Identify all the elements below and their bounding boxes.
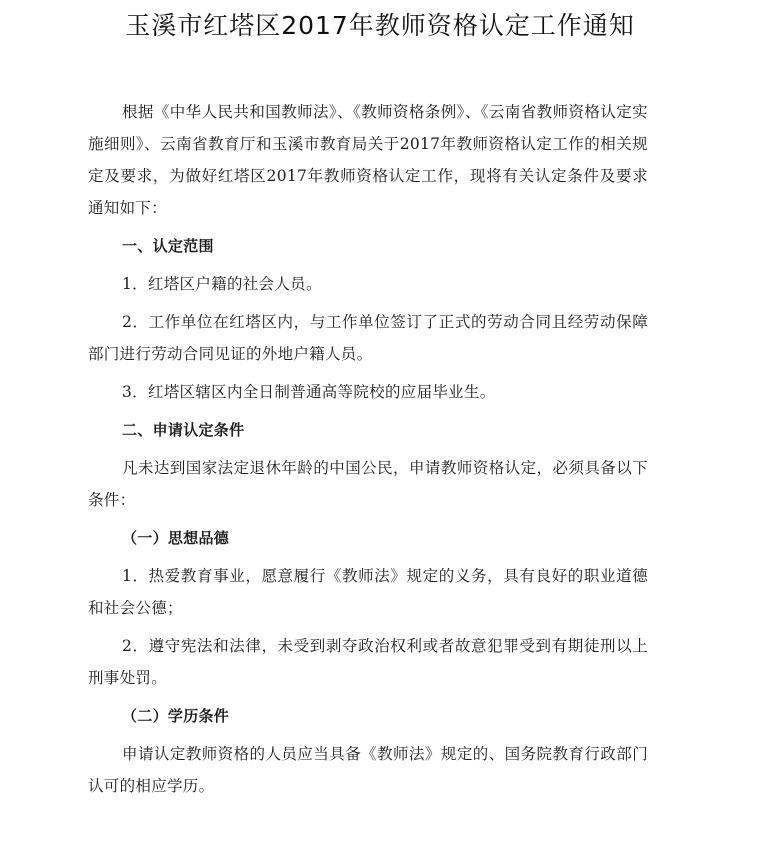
section-1-item-2: 2．工作单位在红塔区内，与工作单位签订了正式的劳动合同且经劳动保障部门进行劳动合同见证的外地户籍人员。 bbox=[88, 313, 648, 363]
subsection-2-heading: （二）学历条件 bbox=[122, 707, 230, 725]
document-body bbox=[88, 96, 648, 802]
section-1-item-3: 3．红塔区辖区内全日制普通高等院校的应届毕业生。 bbox=[122, 383, 496, 401]
section-2-heading: 二、申请认定条件 bbox=[122, 421, 245, 439]
section-2-intro: 凡未达到国家法定退休年龄的中国公民，申请教师资格认定，必须具备以下条件： bbox=[88, 459, 648, 509]
subsection-1-item-2: 2．遵守宪法和法律，未受到剥夺政治权利或者故意犯罪受到有期徒刑以上刑事处罚。 bbox=[88, 637, 648, 687]
section-1-heading: 一、认定范围 bbox=[122, 237, 214, 255]
intro-paragraph: 根据《中华人民共和国教师法》、《教师资格条例》、《云南省教师资格认定实施细则》、云南省教育厅和玉溪市教育局关于2017年教师资格认定工作的相关规定及要求，为做好红塔区2017年教师资格认定工作，现将有关认定条件及要求通知如下： bbox=[88, 103, 648, 217]
subsection-1-item-1: 1．热爱教育事业，愿意履行《教师法》规定的义务，具有良好的职业道德和社会公德； bbox=[88, 567, 648, 617]
subsection-2-text: 申请认定教师资格的人员应当具备《教师法》规定的、国务院教育行政部门认可的相应学历。 bbox=[88, 745, 648, 795]
subsection-1-heading: （一）思想品德 bbox=[122, 529, 230, 547]
section-1-item-1: 1．红塔区户籍的社会人员。 bbox=[122, 275, 322, 293]
document-title: 玉溪市红塔区2017年教师资格认定工作通知 bbox=[125, 11, 635, 40]
